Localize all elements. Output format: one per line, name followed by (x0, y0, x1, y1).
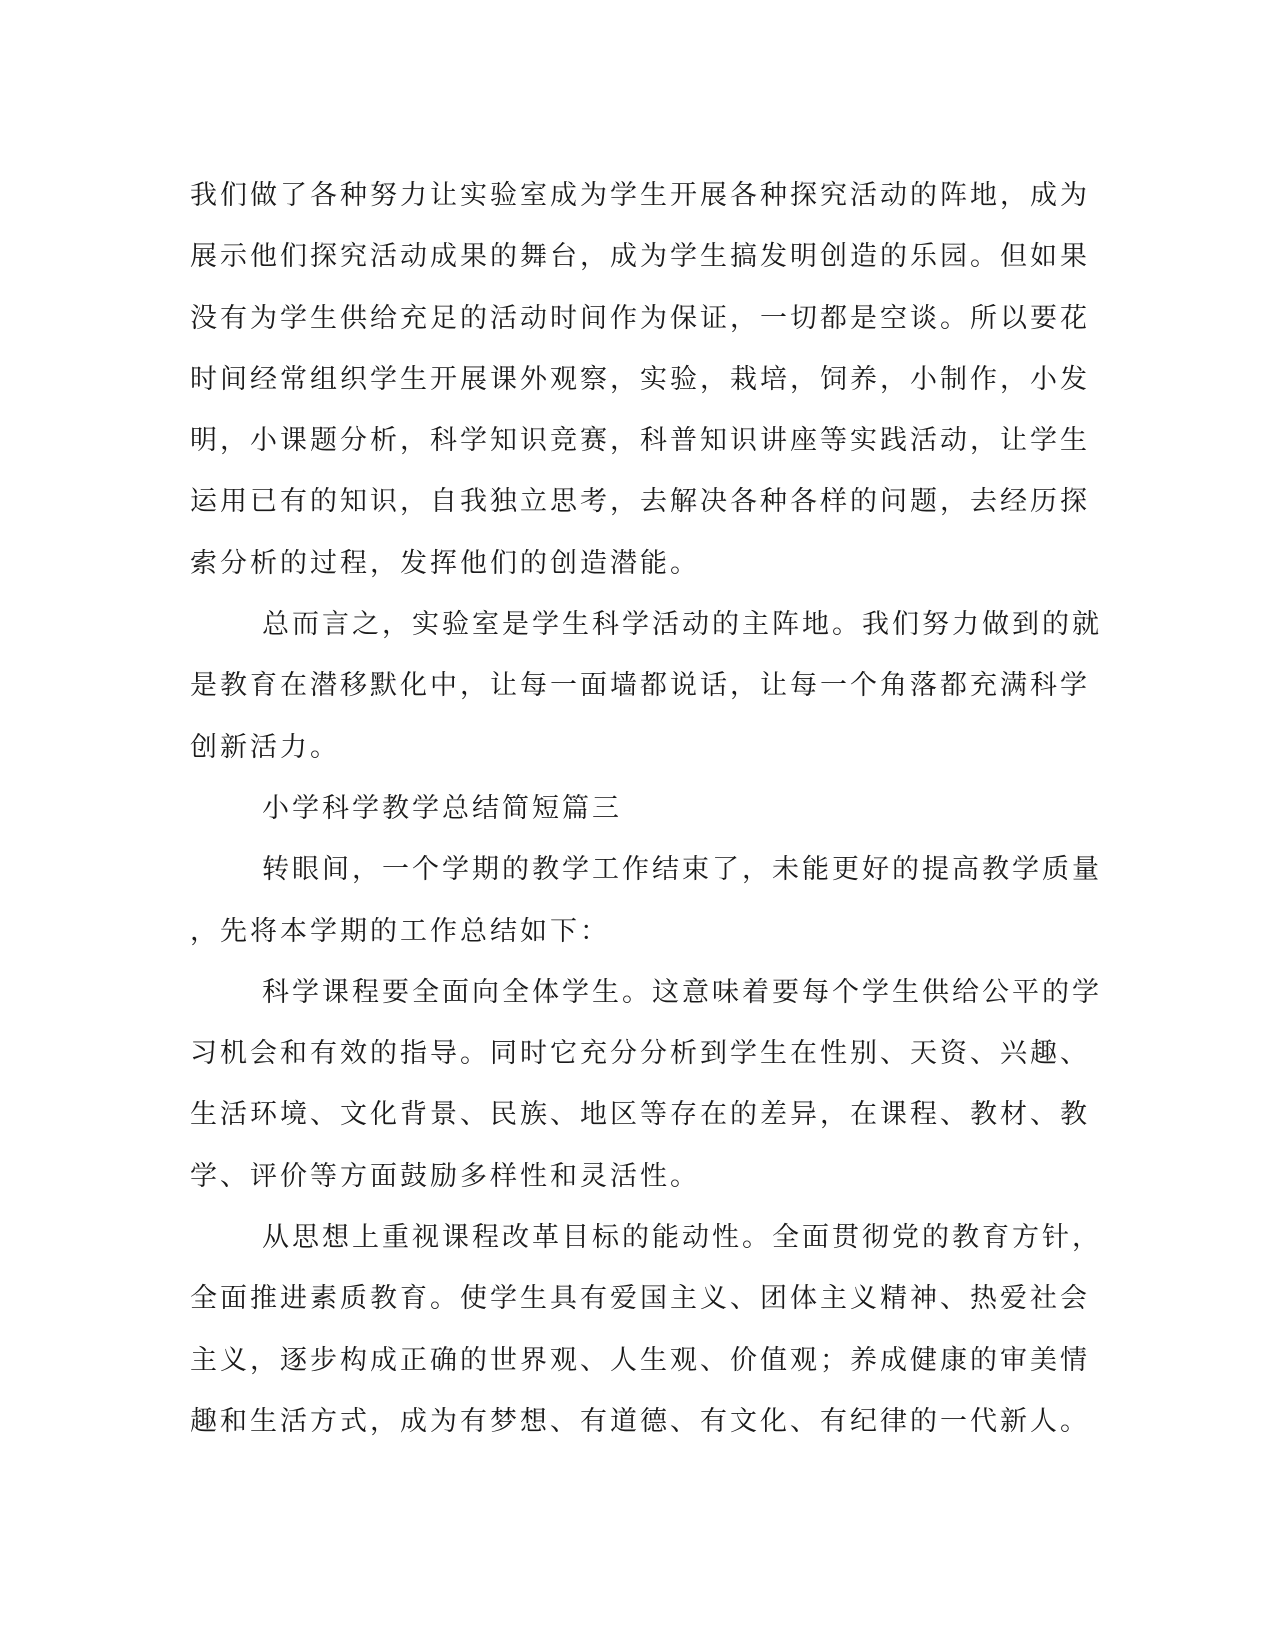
paragraph-1-line-1: 我们做了各种努力让实验室成为学生开展各种探究活动的阵地，成为 (190, 180, 1090, 211)
paragraph-5-line-1: 科学课程要全面向全体学生。这意味着要每个学生供给公平的学 (262, 976, 1102, 1008)
paragraph-1-line-7: 索分析的过程，发挥他们的创造潜能。 (190, 547, 700, 579)
paragraph-2-line-1: 总而言之，实验室是学生科学活动的主阵地。我们努力做到的就 (262, 609, 1102, 641)
paragraph-5-line-3: 生活环境、文化背景、民族、地区等存在的差异，在课程、教材、教 (190, 1099, 1090, 1131)
paragraph-4-line-2: ，先将本学期的工作总结如下： (190, 915, 610, 947)
paragraph-5-line-2: 习机会和有效的指导。同时它充分分析到学生在性别、天资、兴趣、 (190, 1038, 1090, 1070)
paragraph-2-line-3: 创新活力。 (190, 731, 340, 763)
paragraph-1-line-4: 时间经常组织学生开展课外观察，实验，栽培，饲养，小制作，小发 (190, 363, 1090, 395)
paragraph-6-line-3: 主义，逐步构成正确的世界观、人生观、价值观；养成健康的审美情 (190, 1344, 1090, 1376)
paragraph-1-line-3: 没有为学生供给充足的活动时间作为保证，一切都是空谈。所以要花 (190, 302, 1090, 334)
paragraph-6-line-1: 从思想上重视课程改革目标的能动性。全面贯彻党的教育方针， (262, 1222, 1102, 1254)
section-heading: 小学科学教学总结简短篇三 (262, 792, 622, 824)
paragraph-6-line-2: 全面推进素质教育。使学生具有爱国主义、团体主义精神、热爱社会 (190, 1283, 1090, 1315)
paragraph-5-line-4: 学、评价等方面鼓励多样性和灵活性。 (190, 1160, 700, 1192)
paragraph-1-line-2: 展示他们探究活动成果的舞台，成为学生搞发明创造的乐园。但如果 (190, 241, 1090, 273)
paragraph-6-line-4: 趣和生活方式，成为有梦想、有道德、有文化、有纪律的一代新人。 (190, 1405, 1090, 1437)
paragraph-1-line-6: 运用已有的知识，自我独立思考，去解决各种各样的问题，去经历探 (190, 486, 1090, 518)
paragraph-2-line-2: 是教育在潜移默化中，让每一面墙都说话，让每一个角落都充满科学 (190, 670, 1090, 702)
paragraph-1-line-5: 明，小课题分析，科学知识竞赛，科普知识讲座等实践活动，让学生 (190, 425, 1090, 457)
body-text (190, 165, 1102, 1452)
paragraph-4-line-1: 转眼间，一个学期的教学工作结束了，未能更好的提高教学质量 (262, 854, 1102, 886)
